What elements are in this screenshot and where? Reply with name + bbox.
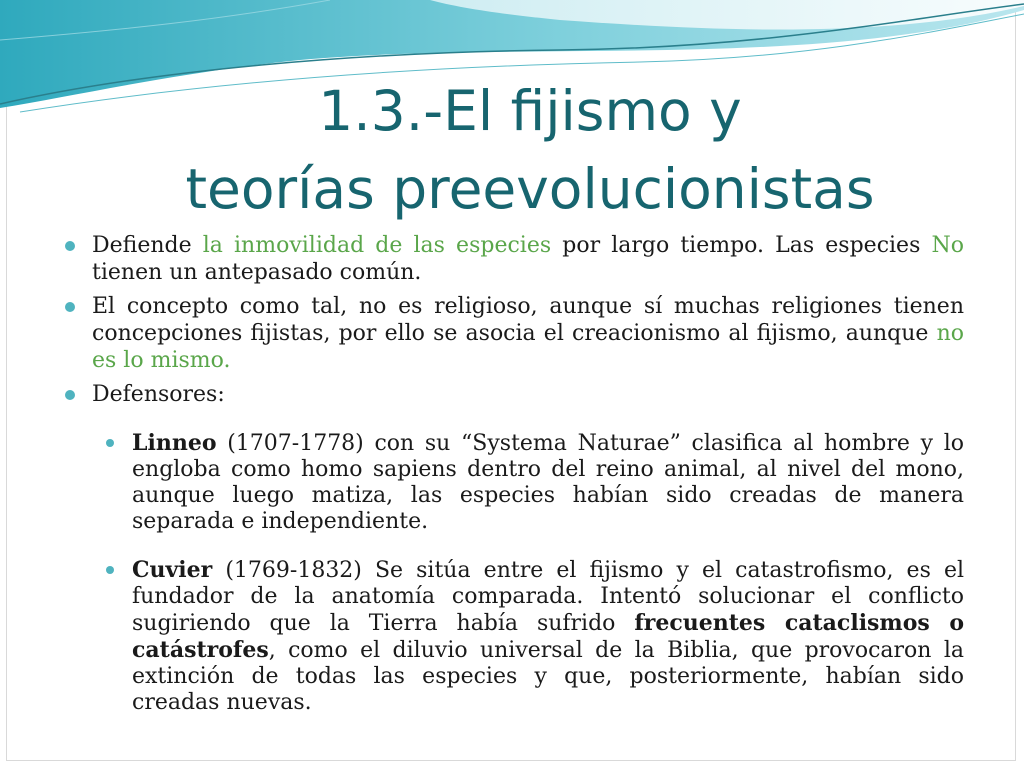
slide-content [62,232,964,728]
text-run: por largo tiempo. Las especies [551,233,932,258]
text-run: tienen un antepasado común. [92,260,422,285]
slide-title [120,72,940,228]
text-run: No [931,233,964,258]
text-run: Linneo [132,430,217,456]
sub-bullet-dot-icon [106,439,114,447]
title-line-2: teorías preevolucionistas [185,157,875,221]
bullet-item [62,381,964,408]
text-run: (1707-1778) con su “Systema Naturae” clasifica al hombre y lo engloba como homo sapiens dentro del reino animal, al nivel del mono, aunque luego matiza, las especies habían sido creadas de manera separada e independiente. [132,431,964,534]
text-run: no es lo mismo. [92,321,964,373]
text-run: Defensores: [92,382,225,407]
bullet-dot-icon [65,390,75,400]
text-run: Defiende [92,233,203,258]
text-run: , como el diluvio universal de la Biblia, que provocaron la extinción de todas las especies y que, posteriormente, habían sido creadas nuevas. [132,638,964,715]
text-run: El concepto como tal, no es religioso, aunque sí muchas religiones tienen concepciones fijistas, por ello se asocia el creacionismo al fijismo, aunque [92,294,964,346]
bullet-item [62,293,964,374]
bullet-list [62,232,964,408]
bullet-dot-icon [65,241,75,251]
bullet-item [62,232,964,286]
sub-bullet-item [132,430,964,535]
text-run: Cuvier [132,557,213,583]
sub-bullet-item [132,557,964,716]
title-line-1: 1.3.-El fijismo y [318,79,742,143]
text-run: (1769-1832) Se sitúa entre el fijismo y el catastrofismo, es el fundador de la anatomía comparada. Intentó solucionar el conflicto sugiriendo que la Tierra había sufrido [132,558,964,636]
bullet-dot-icon [65,302,75,312]
text-run: la inmovilidad de las especies [202,233,552,258]
sub-bullet-dot-icon [106,566,114,574]
text-run: frecuentes cataclismos o catástrofes [132,610,965,663]
sub-bullet-list [62,430,964,716]
